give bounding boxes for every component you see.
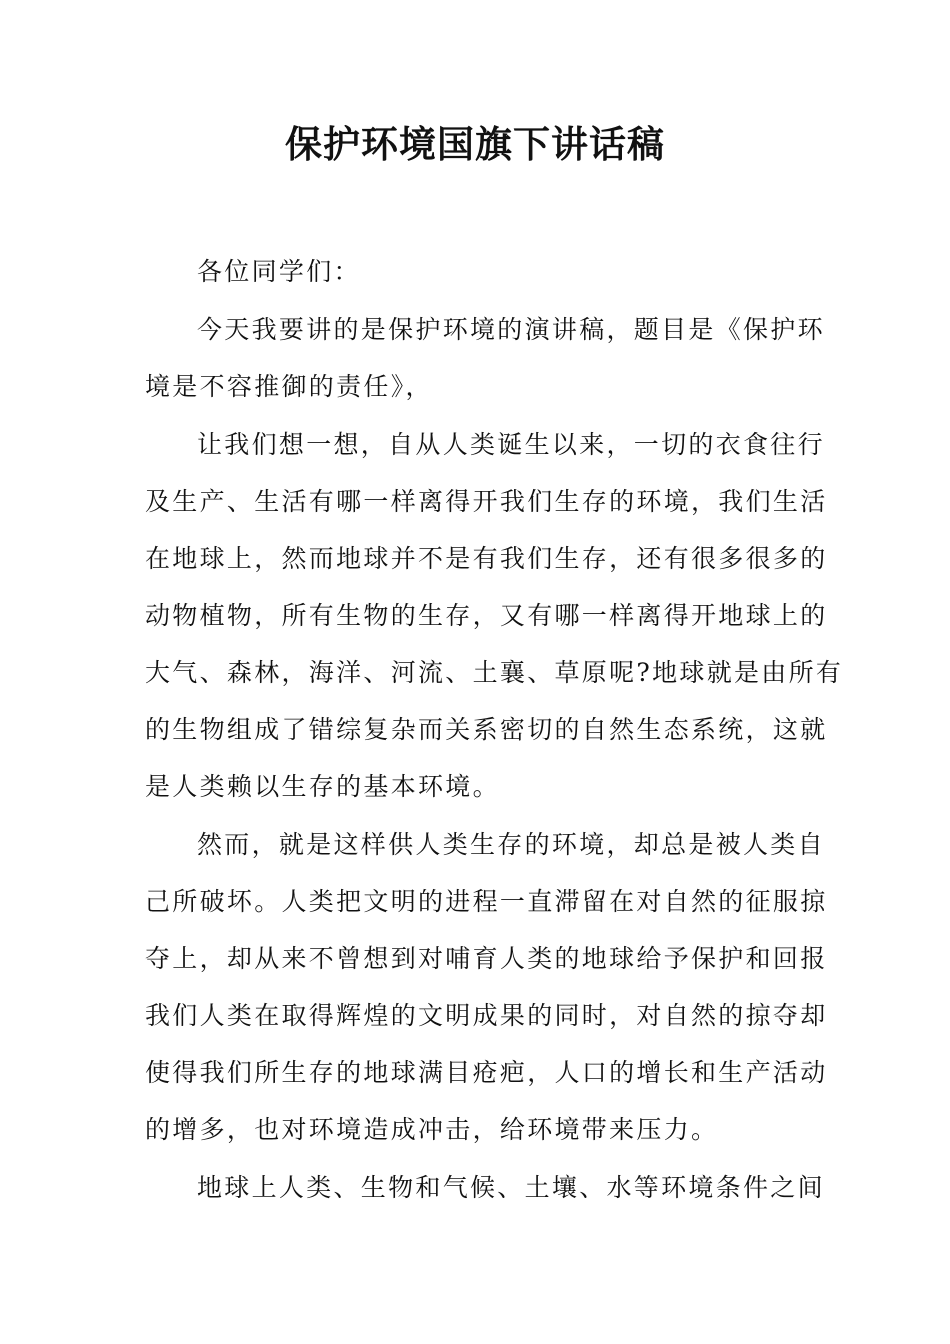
salutation-line: 各位同学们： [197, 257, 361, 286]
paragraph-line: 己所破坏。人类把文明的进程一直滞留在对自然的征服掠 [145, 887, 828, 916]
paragraph-line: 境是不容推御的责任》， [145, 372, 433, 401]
paragraph-line: 的生物组成了错综复杂而关系密切的自然生态系统，这就 [145, 715, 828, 744]
paragraph-line: 让我们想一想，自从人类诞生以来，一切的衣食往行 [197, 430, 825, 459]
paragraph-line: 夺上，却从来不曾想到对哺育人类的地球给予保护和回报 [145, 944, 828, 973]
paragraph-line: 我们人类在取得辉煌的文明成果的同时，对自然的掠夺却 [145, 1001, 828, 1030]
paragraph-line: 然而，就是这样供人类生存的环境，却总是被人类自 [197, 830, 825, 859]
paragraph-line: 动物植物，所有生物的生存，又有哪一样离得开地球上的 [145, 601, 828, 630]
document-title: 保护环境国旗下讲话稿 [285, 122, 665, 166]
paragraph-line: 的增多，也对环境造成冲击，给环境带来压力。 [145, 1115, 719, 1144]
paragraph-line: 地球上人类、生物和气候、土壤、水等环境条件之间 [197, 1173, 825, 1202]
paragraph-line: 使得我们所生存的地球满目疮疤，人口的增长和生产活动 [145, 1058, 828, 1087]
paragraph-line: 及生产、生活有哪一样离得开我们生存的环境，我们生活 [145, 487, 828, 516]
paragraph-line: 大气、森林，海洋、河流、土襄、草原呢?地球就是由所有 [145, 658, 844, 687]
paragraph-line: 在地球上，然而地球并不是有我们生存，还有很多很多的 [145, 544, 828, 573]
paragraph-line: 是人类赖以生存的基本环境。 [145, 772, 500, 801]
paragraph-line: 今天我要讲的是保护环境的演讲稿，题目是《保护环 [197, 315, 825, 344]
